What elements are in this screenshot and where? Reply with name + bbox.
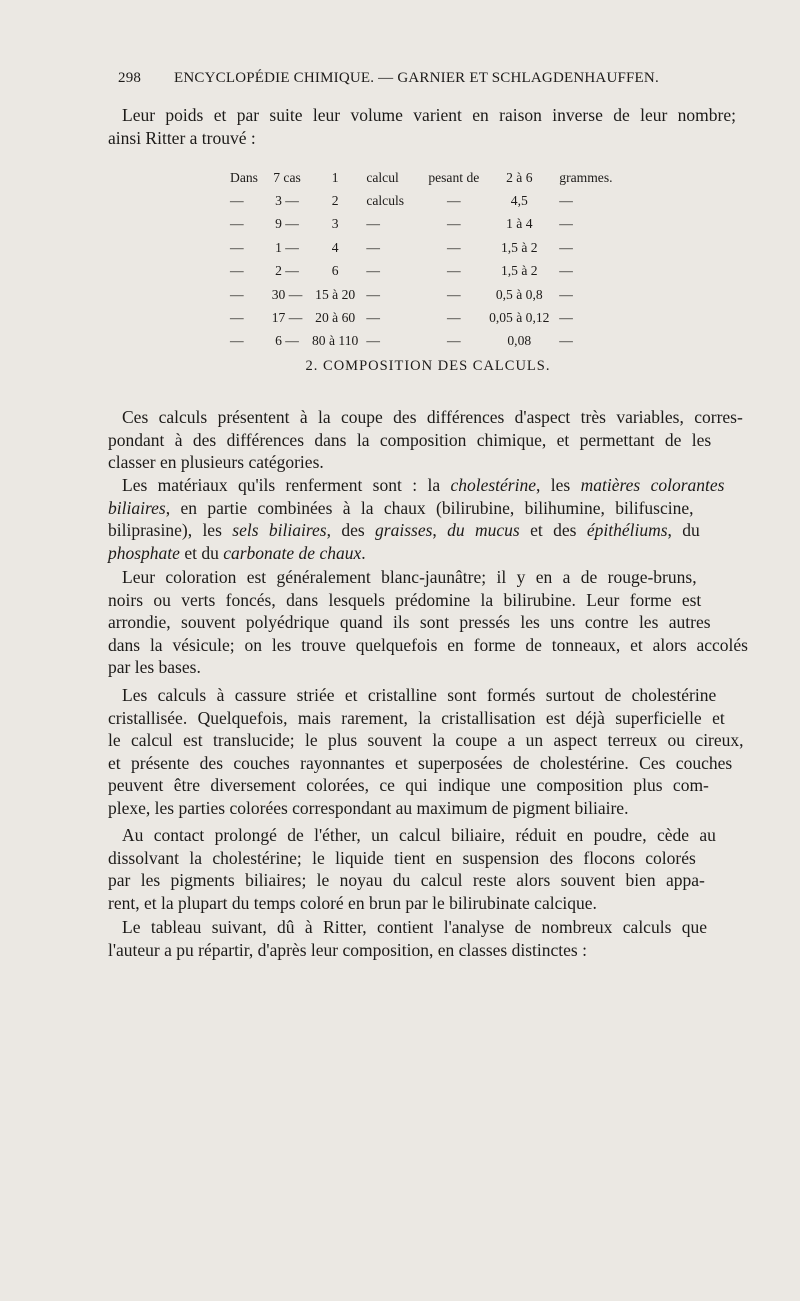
text-line: classer en plusieurs catégories.: [108, 452, 324, 473]
text-line: phosphate et du carbonate de chaux.: [108, 542, 366, 563]
intro-paragraph: [108, 104, 748, 149]
table-cell: Dans: [230, 169, 258, 185]
text-line: Leur poids et par suite leur volume varient en raison inverse de leur nombre;: [122, 105, 737, 125]
table-cell: 6: [331, 263, 339, 279]
table-cell: —: [366, 286, 380, 302]
table-row: [226, 283, 623, 306]
table-cell: —: [230, 239, 244, 255]
paragraph-6: [108, 916, 748, 961]
table-cell: 30 —: [271, 286, 303, 302]
text-line: arrondie, souvent polyédrique quand ils sont pressés les uns contre les autres: [108, 612, 711, 633]
section-title: 2. COMPOSITION DES CALCULS.: [305, 358, 551, 374]
running-title: ENCYCLOPÉDIE CHIMIQUE. — GARNIER ET SCHLAGDENHAUFFEN.: [174, 70, 659, 86]
table-cell: 2: [331, 193, 339, 209]
table-cell: 2 —: [275, 263, 299, 279]
table-cell: —: [447, 263, 461, 279]
table-cell: 2 à 6: [506, 169, 533, 185]
table-cell: 1,5 à 2: [500, 263, 538, 279]
table-cell: 80 à 110: [312, 333, 359, 349]
table-cell: —: [230, 263, 244, 279]
table-cell: 3 —: [275, 193, 299, 209]
table-cell: —: [230, 216, 244, 232]
table-cell: —: [366, 216, 380, 232]
table-cell: —: [447, 239, 461, 255]
table-cell: —: [447, 216, 461, 232]
table-cell: —: [559, 286, 573, 302]
table-cell: 4,5: [510, 193, 528, 209]
table-cell: calculs: [366, 193, 405, 209]
text-line: Leur coloration est généralement blanc-jaunâtre; il y en a de rouge-bruns,: [122, 567, 697, 587]
table-cell: —: [559, 239, 573, 255]
text-line: le calcul est translucide; le plus souvent la coupe a un aspect terreux ou cireux,: [108, 730, 744, 751]
text-line: dans la vésicule; on les trouve quelquefois en forme de tonneaux, et alors accolés: [108, 634, 748, 655]
table-cell: 0,5 à 0,8: [495, 286, 543, 302]
text-line: noirs ou verts foncés, dans lesquels prédomine la bilirubine. Leur forme est: [108, 589, 702, 610]
text-line: Ces calculs présentent à la coupe des différences d'aspect très variables, corres-: [122, 407, 743, 427]
table-cell: 4: [331, 239, 339, 255]
table-cell: calcul: [366, 169, 399, 185]
paragraph-2: [108, 474, 748, 564]
table-row: [226, 166, 623, 189]
table-cell: pesant de: [428, 169, 480, 185]
text-line: peuvent être diversement colorées, ce qui indique une composition plus com-: [108, 775, 709, 796]
table-cell: 3: [331, 216, 339, 232]
table-cell: —: [447, 193, 461, 209]
table-cell: —: [366, 310, 380, 326]
text-line: Au contact prolongé de l'éther, un calcul biliaire, réduit en poudre, cède au: [122, 825, 716, 845]
table-cell: —: [447, 310, 461, 326]
table-cell: —: [559, 216, 573, 232]
text-line: dissolvant la cholestérine; le liquide tient en suspension des flocons colorés: [108, 847, 696, 868]
text-line: plexe, les parties colorées correspondant au maximum de pigment biliaire.: [108, 797, 629, 818]
table-row: [226, 236, 623, 259]
table-cell: —: [559, 310, 573, 326]
ritter-weight-table: [226, 166, 623, 353]
table-cell: —: [230, 286, 244, 302]
table-cell: 9 —: [275, 216, 299, 232]
table-cell: 6 —: [275, 333, 299, 349]
text-line: biliprasine), les sels biliaires, des graisses, du mucus et des épithéliums, du: [108, 520, 700, 541]
page-number: 298: [118, 70, 142, 86]
text-line: l'auteur a pu répartir, d'après leur composition, en classes distinctes :: [108, 939, 587, 960]
text-line: ainsi Ritter a trouvé :: [108, 127, 256, 148]
table-cell: 17 —: [271, 310, 303, 326]
table-cell: —: [559, 333, 573, 349]
table-cell: —: [366, 239, 380, 255]
text-line: cristallisée. Quelquefois, mais rarement, la cristallisation est déjà superficielle et: [108, 707, 725, 728]
text-line: par les pigments biliaires; le noyau du calcul reste alors souvent bien appa-: [108, 870, 705, 891]
text-line: biliaires, en partie combinées à la chaux (bilirubine, bilihumine, bilifuscine,: [108, 497, 694, 518]
paragraph-5: [108, 824, 748, 914]
text-line: Le tableau suivant, dû à Ritter, contient l'analyse de nombreux calculs que: [122, 917, 708, 937]
table-cell: —: [366, 333, 380, 349]
table-cell: —: [366, 263, 380, 279]
table-row: [226, 213, 623, 236]
table-cell: —: [447, 286, 461, 302]
text-line: pondant à des différences dans la composition chimique, et permettant de les: [108, 429, 712, 450]
table-row: [226, 306, 623, 329]
table-cell: 1,5 à 2: [500, 239, 538, 255]
table-cell: —: [230, 193, 244, 209]
text-line: par les bases.: [108, 657, 201, 678]
table-cell: —: [559, 193, 573, 209]
table-row: [226, 260, 623, 283]
table-cell: 1 —: [275, 239, 299, 255]
text-line: Les matériaux qu'ils renferment sont : la cholestérine, les matières colorantes: [122, 475, 725, 495]
paragraph-4: [108, 684, 748, 820]
table-row: [226, 330, 623, 353]
table-cell: 0,05 à 0,12: [489, 310, 550, 326]
table-cell: 20 à 60: [315, 310, 356, 326]
table-row: [226, 189, 623, 212]
table-cell: grammes.: [559, 169, 613, 185]
table-cell: 15 à 20: [315, 286, 356, 302]
table-cell: 7 cas: [273, 169, 301, 185]
table-cell: 1 à 4: [506, 216, 533, 232]
paragraph-3: [108, 566, 748, 679]
table-cell: —: [230, 333, 244, 349]
table-cell: 0,08: [507, 333, 532, 349]
paragraph-1: [108, 406, 748, 474]
table-cell: 1: [331, 169, 339, 185]
table-cell: —: [447, 333, 461, 349]
table-cell: —: [230, 310, 244, 326]
table-cell: —: [559, 263, 573, 279]
text-line: et présente des couches rayonnantes et superposées de cholestérine. Ces couches: [108, 752, 733, 773]
text-line: rent, et la plupart du temps coloré en brun par le bilirubinate calcique.: [108, 892, 597, 913]
text-line: Les calculs à cassure striée et cristalline sont formés surtout de cholestérine: [122, 685, 717, 705]
